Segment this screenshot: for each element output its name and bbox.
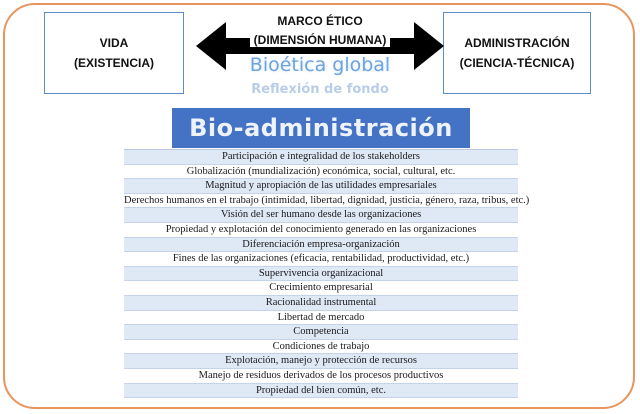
list-item: Fines de las organizaciones (eficacia, rentabilidad, productividad, etc.) bbox=[124, 252, 518, 267]
list-item: Condiciones de trabajo bbox=[124, 340, 518, 355]
existencia-label: (EXISTENCIA) bbox=[73, 56, 154, 70]
list-item: Propiedad y explotación del conocimiento generado en las organizaciones bbox=[124, 223, 518, 238]
ciencia-tecnica-label: (CIENCIA-TÉCNICA) bbox=[459, 56, 575, 70]
list-item: Participación e integralidad de los stakeholders bbox=[124, 150, 518, 165]
list-item: Propiedad del bien común, etc. bbox=[124, 384, 518, 399]
list-item: Libertad de mercado bbox=[124, 311, 518, 326]
dimension-humana-subtitle: (DIMENSIÓN HUMANA) bbox=[250, 33, 390, 47]
reflexion-de-fondo-label: Reflexión de fondo bbox=[251, 82, 389, 97]
list-item: Diferenciación empresa-organización bbox=[124, 238, 518, 253]
marco-etico-title: MARCO ÉTICO bbox=[277, 14, 363, 28]
topics-list bbox=[124, 149, 530, 398]
list-item: Globalización (mundialización) económica, social, cultural, etc. bbox=[124, 165, 518, 180]
list-item: Supervivencia organizacional bbox=[124, 267, 518, 282]
list-item: Visión del ser humano desde las organizaciones bbox=[124, 208, 518, 223]
list-item: Manejo de residuos derivados de los procesos productivos bbox=[124, 369, 518, 384]
list-item: Crecimiento empresarial bbox=[124, 281, 518, 296]
vida-label: VIDA bbox=[99, 36, 129, 50]
administracion-label: ADMINISTRACIÓN bbox=[464, 36, 570, 50]
list-item: Racionalidad instrumental bbox=[124, 296, 518, 311]
list-item: Explotación, manejo y protección de recursos bbox=[124, 354, 518, 369]
administracion-box bbox=[443, 12, 591, 94]
vida-box bbox=[44, 12, 184, 94]
bioetica-global-label: Bioética global bbox=[249, 54, 391, 76]
list-item: Competencia bbox=[124, 325, 518, 340]
list-item: Derechos humanos en el trabajo (intimidad, libertad, dignidad, justicia, género, raza, tribus, etc.) bbox=[124, 194, 518, 209]
bio-administracion-banner: Bio-administración bbox=[172, 108, 470, 148]
list-item: Magnitud y apropiación de las utilidades empresariales bbox=[124, 179, 518, 194]
